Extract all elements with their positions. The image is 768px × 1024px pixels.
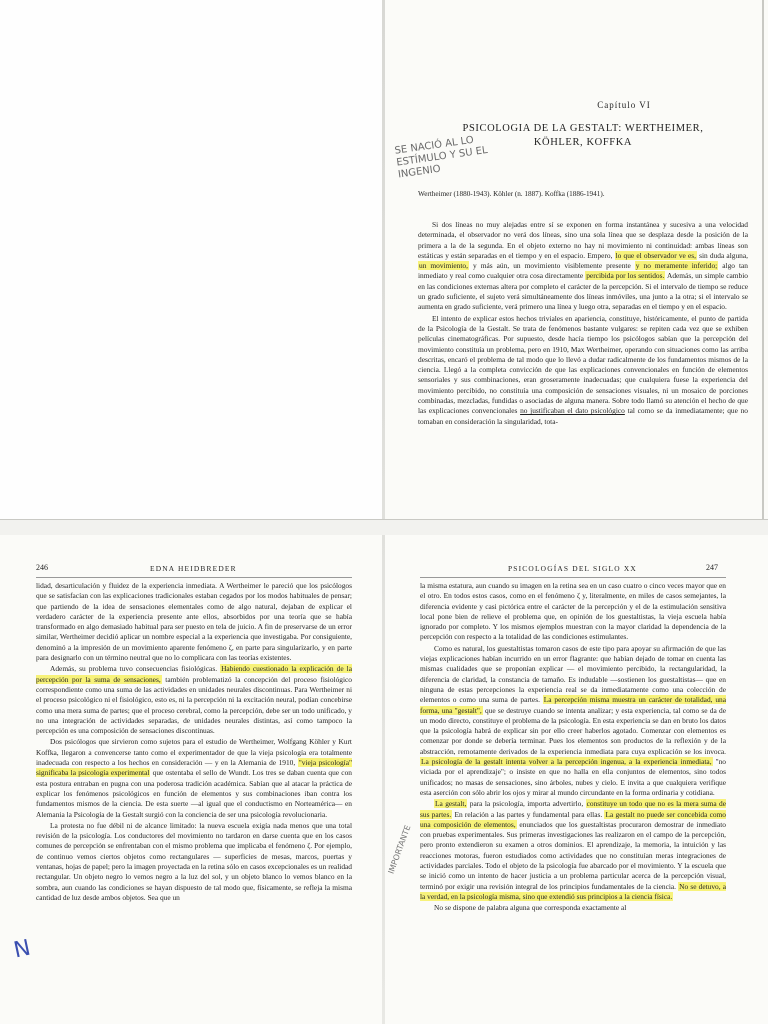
text-run: también problematizó la concepción del proceso fisiológico correspondiente como una suma de las actividades en unidades neurales discontinuas. Para Wertheimer ni el proceso psicológico ni el fisiológico, esto es, ni la percepción ni la excitación neural, podían concebirse como una mera suma de partes; que el proceso cerebral, como la percepción, debe ser un todo unificado, y no una integración de actividades separadas, de unidades neurales distintas, así como tampoco la percepción es una composición de sensaciones discontinuas. <box>36 674 353 736</box>
text-run: para la psicología, importa advertirlo, <box>469 799 584 809</box>
text-run: Además, su problema tuvo consecuencias fisiológicas. <box>50 664 218 674</box>
scan-edge <box>762 0 764 520</box>
header-rule <box>420 577 726 578</box>
margin-annotation: IMPORTANTE <box>386 823 413 876</box>
chapter-label: Capítulo VI <box>597 100 651 110</box>
body-text <box>36 581 352 904</box>
text-run: que se destruye cuando se intenta analizar; y esta experiencia, tal como se da de un modo directo, constituye el problema de la psicología. En esta experiencia se dan en bruto los datos que la psicología habrá de explicar sin por ello creer haberlos agotado. Comenzar con elementos es comenzar por donde se debería terminar. Pues los elementos son productos de la reflexión y de la abstracción, remotamente derivados de la experiencia inmediata para cuya explicación se los invoca. <box>420 705 726 756</box>
running-head: EDNA HEIDBREDER <box>150 564 237 573</box>
body-text <box>418 220 748 428</box>
header-rule <box>36 577 352 578</box>
highlight: La gestalt no puede ser concebida como una composición de elementos, <box>420 809 726 829</box>
highlight: La percepción misma muestra un carácter de totalidad, una forma, una "gestalt", <box>420 695 727 715</box>
paragraph <box>420 644 726 798</box>
text-run: "no viciada por el aprendizaje"; o insiste en que no halla en ella conjuntos de elementos, sino todos unificados; no masas de sensaciones, sino árboles, nubes y cielo. E invita a que cualquiera verifique esta aserción con sólo abrir los ojos y mirar al mundo circundante en la forma ordinaria y cotidiana. <box>420 757 726 797</box>
paragraph: No se dispone de palabra alguna que corresponda exactamente al <box>434 903 627 913</box>
page-number: 247 <box>706 563 718 572</box>
paragraph: lidad, desarticulación y fluidez de la experiencia inmediata. A Wertheimer le pareció que los psicólogos que se satisfacían con las explicaciones tradicionales estaban cegados por los modos habituales de pensar; que partiendo de la idea de sensaciones elementales como de algo natural, dejaban de explicar el verdadero carácter de la experiencia presente ante ellos, absorbidos por una teoría que se había transformado en algo demasiado habitual para ser puesto en tela de juicio. A fin de preservarse de un error similar, Wertheimer decidió aplicar un nombre especial a la experiencia que investigaba. Por consiguiente, denominó a la impresión de un movimiento aparente fenómeno ζ, en parte para singularizarlo, y en parte para designarlo con un término neutral que no lo complicara con las teorías existentes. <box>36 581 352 663</box>
paragraph: La protesta no fue débil ni de alcance limitado: la nueva escuela exigía nada menos que una total revisión de la psicología. Los conductores del movimiento no tardaron en darse cuenta que en los casos comunes de percepción se enfrentaban con el mismo problema que implicaba el fenómeno ζ. Por ejemplo, de continuo vemos ciertos objetos como rectangulares — superficies de mesas, marcos, puertas y ventanas, hojas de papel; pero la imagen proyectada en la retina sólo en casos excepcionales es un realidad rectangular. Un objeto negro lo vemos negro a la luz del sol, y un objeto blanco lo vemos blanco en la sombra, aun cuando las condiciones se hayan dispuesto de tal modo que, físicamente, se refleja la misma cantidad de luz desde ambos objetos. Sea que un <box>36 820 352 902</box>
highlight: La gestalt, <box>435 799 467 809</box>
top-right-page <box>382 0 768 520</box>
highlight: un movimiento, <box>419 261 468 271</box>
highlight: La psicología de la gestalt intenta volver a la percepción ingenua, a la experiencia inmediata, <box>421 757 712 767</box>
underlined-text: no justificaban el dato psicológico <box>520 406 625 416</box>
page-gutter-vertical <box>382 0 385 1024</box>
text-run: algo tan inmediato y real como cualquier otra cosa directamente <box>418 261 749 281</box>
margin-annotation: N <box>11 935 33 964</box>
text-run: Además, un simple cambio en las condiciones externas altera por completo el carácter de la percepción. Si el intervalo de tiempo se reduce un grado suficiente, el sujeto verá simultáneamente dos líneas inmóviles, una junto a la otra; si el intervalo se aumenta en grado suficiente, verá primero una línea y luego otra, separadas en el tiempo y en el espacio. <box>418 271 748 312</box>
page-gutter-horizontal <box>0 520 768 535</box>
text-run: tal como se da inmediatamente; que no tomaban en consideración la singularidad, tota- <box>418 406 748 426</box>
chapter-title-line1: PSICOLOGIA DE LA GESTALT: WERTHEIMER, <box>462 123 704 134</box>
paragraph: la misma estatura, aun cuando su imagen en la retina sea en un caso cuatro o cinco veces mayor que en el otro. En todos estos casos, como en el fenómeno ζ y, literalmente, en miles de casos semejantes, la diferencia evidente y casi pictórica entre el carácter de la percepción y el de la estimulación sensitiva local pone bien de relieve el problema que, en opinión de los guestaltistas, la vieja escuela había ignorado por completo. Y los mismos ejemplos muestran con la mayor claridad la dependencia de la percepción con respecto a la totalidad de las condiciones estimulantes. <box>420 581 726 642</box>
text-run: enunciados que los guestaltistas procuraron demostrar de inmediato con pruebas experimentales. Sus primeras investigaciones las realizaron en el campo de la percepción, pero pronto extendieron su examen a otros dominios. El aprendizaje, la memoria, la intuición y las reacciones motoras, fueron estudiados como actividades que no constituían meras integraciones de actividades parciales. Todo el objeto de la psicología fue abarcado por el movimiento. Y la escuela que se inició como un intento de hacer justicia a un problema particular acerca de la percepción visual, terminó por exigir una revisión integral de los principios fundamentales de la ciencia. <box>420 819 726 891</box>
highlight: No se detuvo, a la verdad, en la psicología misma, sino que extendió sus principios a la ciencia física. <box>420 881 726 901</box>
highlight: lo que el observador ve es, <box>615 250 696 260</box>
body-text <box>420 581 726 915</box>
highlight: percibida por los sentidos. <box>586 271 665 281</box>
paragraph <box>420 799 726 902</box>
highlight: Habiendo cuestionado la explicación de la percepción por la suma de sensaciones, <box>36 664 352 684</box>
text-run: y más aún, un movimiento visiblemente presente <box>473 261 631 271</box>
bottom-left-page <box>0 535 384 1024</box>
paragraph <box>418 220 748 313</box>
top-left-blank-page <box>0 0 382 520</box>
text-run: que ostentaba el sello de Wundt. Los tres se daban cuenta que con esta postura entraban en pugna con una poderosa tradición académica. Sabían que al atacar la práctica de explicar los fenómenos psicológicos en función de elementos y sus combinaciones iban contra los fundamentos mismos de la ciencia. De esta suerte —al igual que el conductismo en Norteamérica— en Alemania la Psicología de la Gestalt surgió con la conciencia de ser una psicología revolucionaria. <box>36 768 352 819</box>
paragraph <box>418 314 748 427</box>
bottom-right-page <box>384 535 768 1024</box>
text-run: sin duda alguna, <box>699 250 748 260</box>
handwritten-note: SE NACIÓ AL LO ESTÍMULO Y SU EL INGENIO <box>394 134 489 181</box>
chapter-title-line2: KÖHLER, KOFFKA <box>533 137 633 148</box>
paragraph <box>36 737 352 819</box>
scan-edge <box>0 519 768 520</box>
text-run: El intento de explicar estos hechos triviales en apariencia, constituye, históricamente, el punto de partida de la Psicología de la Gestalt. Se trata de fenómenos bastante vulgares: se repiten cada vez que se exhiben películas cinematográficas. Por supuesto, desde hacía tiempo los psicólogos sabían que la percepción del movimiento constituía un problema, pero en 1910, Max Wertheimer, operando con situaciones como las arriba descritas, encaró el problema de tal modo que lo llevó a dudar radicalmente de los fundamentos mismos de la ciencia. Llegó a la completa convicción de que las explicaciones convencionales en función de elementos sensoriales y sus combinaciones, eran groseramente inadecuadas; que cualquiera fuese la experiencia del movimiento percibido, no constituía una composición de sensaciones visuales, ni un mosaico de porciones combinadas, mezcladas, fundidas o asociadas de alguna manera. Sobre todo llamó su atención el hecho de que las explicaciones convencionales <box>418 313 748 416</box>
psychologists-dates: Wertheimer (1880-1943). Köhler (n. 1887). Koffka (1886-1941). <box>418 190 605 198</box>
highlight: y no meramente inferido; <box>635 261 718 271</box>
highlight: "vieja psicología" significaba la psicología experimental <box>36 758 352 778</box>
text-run: Dos psicólogos que sirvieron como sujetos para el estudio de Wertheimer, Wolfgang Köhler y Kurt Koffka, llegaron a convencerse tanto como el experimentador de que la vieja psicología era totalmente inadecuada con respecto a los hechos en consideración — y en la Alemania de 1910, <box>36 737 352 768</box>
highlight: constituye un todo que no es la mera suma de sus partes. <box>420 799 726 819</box>
text-run: Si dos líneas no muy alejadas entre sí se exponen en forma instantánea y sucesiva a una velocidad determinada, el observador no verá dos líneas, sino una sola línea que se desplaza desde la posición de la primera a la de la segunda. En el objeto externo no hay ni movimiento ni continuidad: ambas líneas son estáticas y están separadas en el tiempo y en el espacio. Empero, <box>418 220 748 260</box>
text-run: Como es natural, los guestaltistas tomaron casos de este tipo para apoyar su afirmación de que las viejas explicaciones habían incurrido en un error flagrante: que habían dejado de tomar en cuenta las mismas cualidades que se proponían explicar — el movimiento percibido, la rectangularidad, la diferencia de claridad, la constancia de tamaño. Es indudable —sostienen los guestaltistas— que en ninguna de estas percepciones la experiencia real se da inmediatamente como una colección de elementos o como una suma de partes. <box>420 643 726 705</box>
paragraph <box>36 664 352 736</box>
running-head: PSICOLOGÍAS DEL SIGLO XX <box>508 564 637 573</box>
page-number: 246 <box>36 563 48 572</box>
text-run: En relación a las partes y fundamental para ellas. <box>454 809 603 819</box>
